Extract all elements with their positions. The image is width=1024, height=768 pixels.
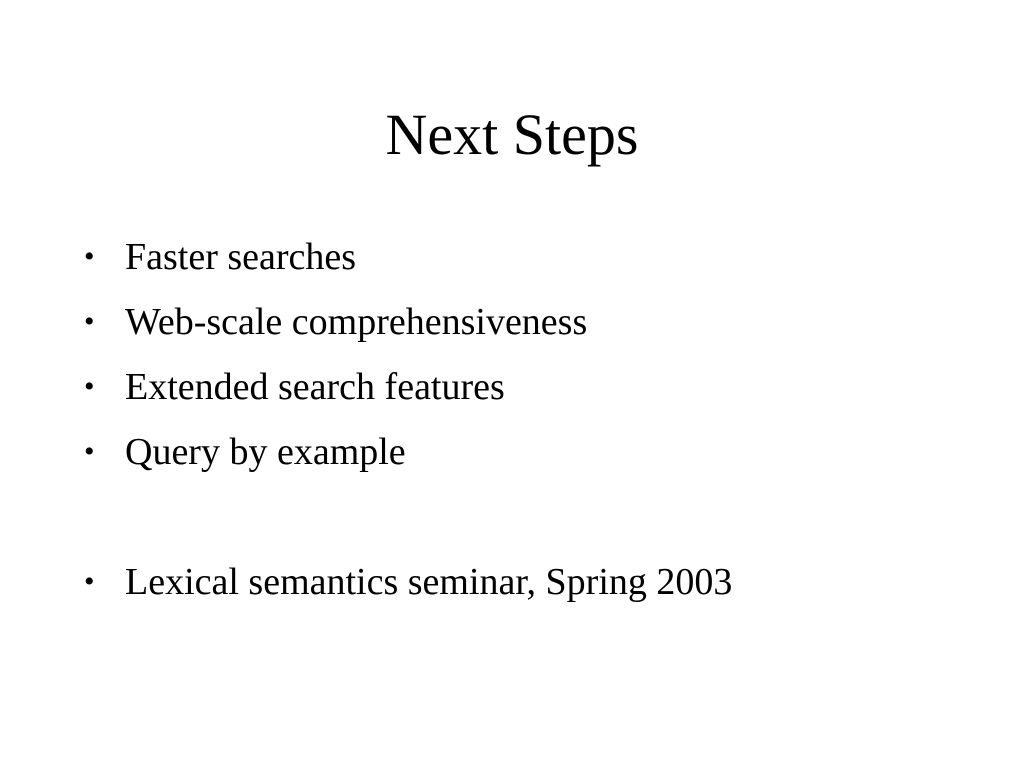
bullet-icon: • <box>84 565 95 598</box>
bullet-text: Extended search features <box>125 366 505 408</box>
bullet-icon: • <box>84 240 95 273</box>
bullet-text: Query by example <box>125 431 406 473</box>
bullet-text: Lexical semantics seminar, Spring 2003 <box>125 561 733 603</box>
slide-title: Next Steps <box>385 102 639 167</box>
bullet-icon: • <box>84 370 95 403</box>
bullet-text: Faster searches <box>125 236 357 278</box>
bullet-icon: • <box>84 435 95 468</box>
bullet-icon: • <box>84 305 95 338</box>
bullet-text: Web-scale comprehensiveness <box>125 301 588 343</box>
